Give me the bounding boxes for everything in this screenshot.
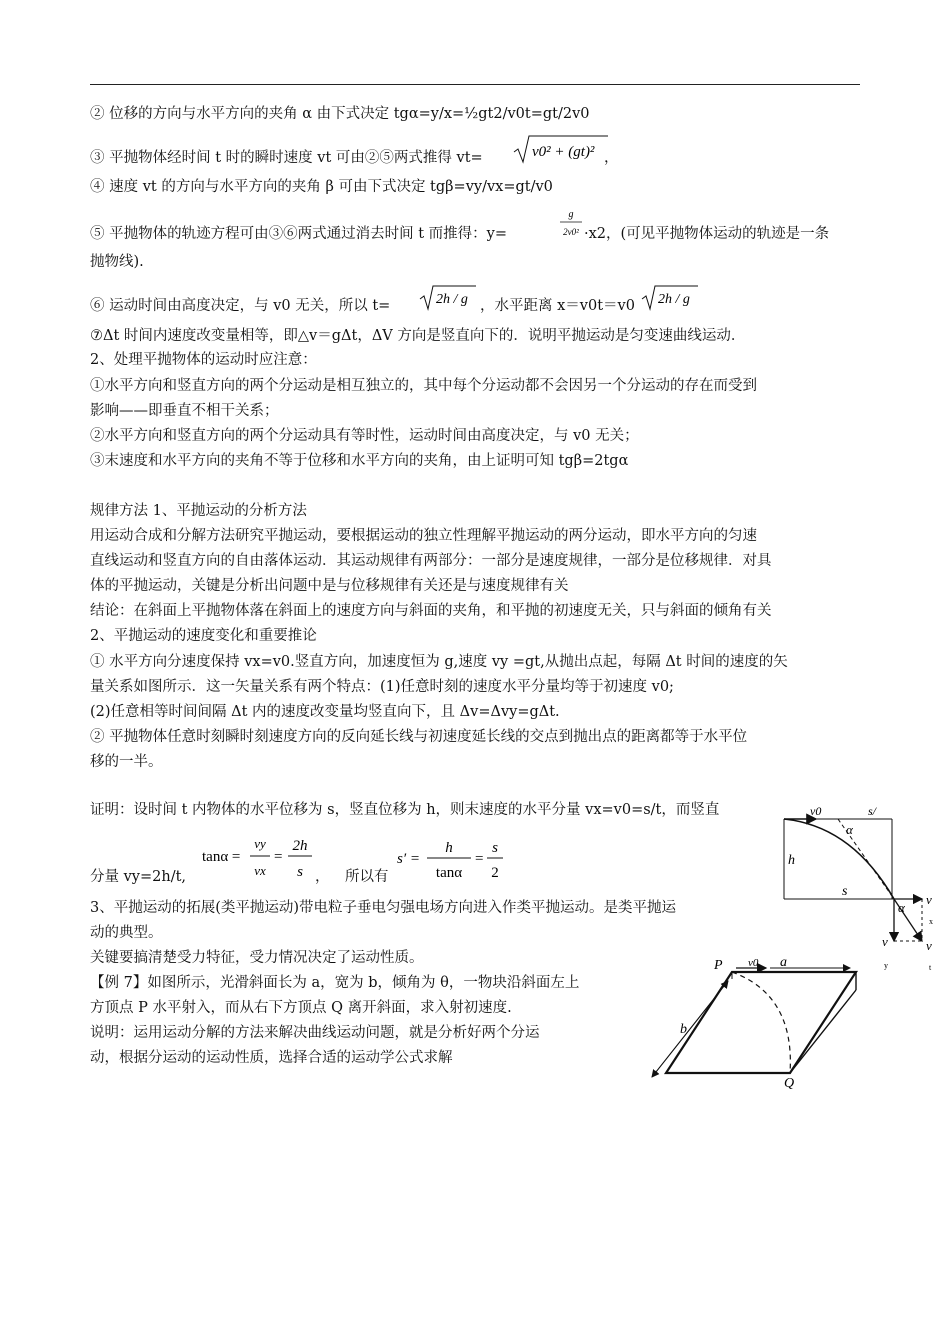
text-line: 证明：设时间 t 内物体的水平位移为 s，竖直位移为 h，则末速度的水平分量 vx=v0=s/t，而竖直: [90, 802, 720, 818]
text-line: ④ 速度 vt 的方向与水平方向的夹角 β 可由下式决定 tgβ=vy/vx=gt/v0: [90, 179, 553, 195]
text-line: ⑦Δt 时间内速度改变量相等，即△v＝gΔt，ΔV 方向是竖直向下的．说明平抛运动是匀变速曲线运动．: [90, 328, 746, 344]
label-s: s: [842, 884, 848, 899]
x-formula: [640, 283, 700, 313]
text-line: 动，根据分运动的运动性质，选择合适的运动学公式求解: [90, 1050, 453, 1066]
s-prime-den1: tanα: [435, 865, 463, 881]
label-v-bottom-right: v: [926, 938, 932, 953]
label-P: P: [714, 958, 723, 973]
tan-num2: 2h: [292, 838, 308, 854]
text-line: ①水平方向和竖直方向的两个分运动是相互独立的，其中每个分运动都不会因另一个分运动的存在而受到: [90, 378, 757, 394]
text-line: 关键要搞清楚受力特征，受力情况决定了运动性质。: [90, 950, 424, 966]
incline-plane: [666, 972, 856, 1073]
text-line: 移的一半。: [90, 754, 163, 770]
projectile-diagram: [772, 800, 942, 975]
label-alpha-bottom: α: [898, 900, 905, 915]
trajectory-curve: [732, 972, 790, 1073]
text-line: 量关系如图所示．这一矢量关系有两个特点：(1)任意时刻的速度水平分量均等于初速度 v0;: [90, 679, 674, 695]
text-line: 说明：运用运动分解的方法来解决曲线运动问题，就是分析好两个分运: [90, 1025, 540, 1041]
tan-eq: =: [274, 849, 283, 865]
y-fraction-num: g: [568, 209, 574, 220]
incline-edge: [790, 990, 856, 1073]
text-line: 【例 7】如图所示，光滑斜面长为 a，宽为 b，倾角为 θ，一物块沿斜面左上: [90, 975, 580, 991]
text-line: 2、处理平抛物体的运动时应注意：: [90, 352, 317, 368]
text-line: 方顶点 P 水平射入，而从右下方顶点 Q 离开斜面，求入射初速度.: [90, 1000, 512, 1016]
label-v-right: v: [926, 892, 932, 907]
vt-formula-text: v0² + (gt)²: [532, 144, 595, 160]
text-line: 动的典型。: [90, 925, 163, 941]
label-a: a: [780, 955, 787, 970]
s-prime-num1: h: [445, 840, 453, 856]
label-y-sub: y: [884, 961, 888, 970]
text-line: 3、平抛运动的拓展(类平抛运动)带电粒子垂电匀强电场方向进入作类平抛运动。是类平抛运: [90, 900, 677, 916]
s-prime-den2: 2: [491, 865, 499, 881]
label-alpha-top: α: [846, 822, 853, 837]
tan-formula: [200, 830, 320, 886]
label-Q: Q: [784, 1076, 795, 1091]
s-prime-eq: =: [475, 851, 484, 867]
b-dimension: [652, 981, 728, 1077]
text-line: ②水平方向和竖直方向的两个分运动具有等时性，运动时间由高度决定，与 v0 无关；: [90, 428, 639, 444]
text-span: ，: [315, 869, 330, 885]
label-v0: v0: [810, 804, 822, 818]
text-line: 抛物线).: [90, 254, 144, 270]
label-b: b: [680, 1022, 687, 1037]
t-formula: [418, 283, 478, 313]
text-line: (2)任意相等时间间隔 Δt 内的速度改变量均竖直向下，且 Δv=Δvy=gΔt.: [90, 704, 560, 720]
text-span: 所以有: [345, 869, 389, 885]
text-span: 分量 vy=2h/t,: [90, 869, 187, 885]
text-line: ② 位移的方向与水平方向的夹角 α 由下式决定 tgα=y/x=½gt2/v0t=gt/2v0: [90, 106, 590, 122]
text-line: ③末速度和水平方向的夹角不等于位移和水平方向的夹角，由上证明可知 tgβ=2tgα: [90, 453, 629, 469]
s-prime-num2: s: [492, 840, 498, 856]
text-line: 影响——即垂直不相干关系；: [90, 403, 279, 419]
s-prime-formula: [395, 833, 510, 887]
section-heading: 规律方法 1、平抛运动的分析方法: [90, 503, 307, 519]
text-line: ⑤ 平抛物体的轨迹方程可由③⑥两式通过消去时间 t 而推得：y=: [90, 226, 507, 242]
text-line: ② 平抛物体任意时刻瞬时刻速度方向的反向延长线与初速度延长线的交点到抛出点的距离都等于水平位: [90, 729, 748, 745]
label-v-bottom-left: v: [882, 934, 888, 949]
text-span: ·x2，(可见平抛物体运动的轨迹是一条: [584, 226, 830, 242]
text-line: ① 水平方向分速度保持 vx=v0.竖直方向，加速度恒为 g,速度 vy =gt,从抛出点起，每隔 Δt 时间的速度的矢: [90, 654, 788, 670]
vt-formula: [510, 132, 610, 168]
text-line: [90, 148, 483, 168]
text-span: ，: [604, 150, 619, 166]
text-line: 体的平抛运动，关键是分析出问题中是与位移规律有关还是与速度规律有关: [90, 578, 569, 594]
text-line: ⑥ 运动时间由高度决定，与 v0 无关，所以 t=: [90, 298, 391, 314]
x-formula-text: 2h / g: [658, 292, 690, 307]
text-line: 用运动合成和分解方法研究平抛运动，要根据运动的独立性理解平抛运动的两分运动，即水平方向的匀速: [90, 528, 757, 544]
text-span: ③ 平抛物体经时间 t 时的瞬时速度 vt 可由②⑤两式推得 vt=: [90, 150, 483, 166]
incline-diagram: [630, 955, 870, 1095]
y-fraction: [558, 205, 584, 245]
header-rule: [90, 84, 860, 85]
text-line: 2、平抛运动的速度变化和重要推论: [90, 628, 317, 644]
label-x-sub: x: [929, 917, 933, 926]
text-line: 直线运动和竖直方向的自由落体运动．其运动规律有两部分：一部分是速度规律，一部分是位移规律．对具: [90, 553, 772, 569]
label-t-sub: t: [929, 963, 932, 972]
text-line: 结论：在斜面上平抛物体落在斜面上的速度方向与斜面的夹角，和平抛的初速度无关，只与斜面的倾角有关: [90, 603, 772, 619]
tan-den1: vx: [254, 863, 266, 878]
tan-den2: s: [297, 864, 303, 880]
label-v0: v0: [748, 957, 759, 969]
y-fraction-den: 2v0²: [563, 227, 579, 237]
text-span: ，水平距离 x＝v0t＝v0: [480, 298, 635, 314]
trajectory-curve: [784, 819, 894, 899]
s-prime-lhs: s′ =: [397, 851, 420, 867]
tan-num1: vy: [254, 836, 266, 851]
t-formula-text: 2h / g: [436, 292, 468, 307]
label-s-prime: s/: [868, 804, 877, 818]
label-h: h: [788, 853, 795, 868]
tan-formula-lhs: tanα =: [202, 849, 241, 865]
